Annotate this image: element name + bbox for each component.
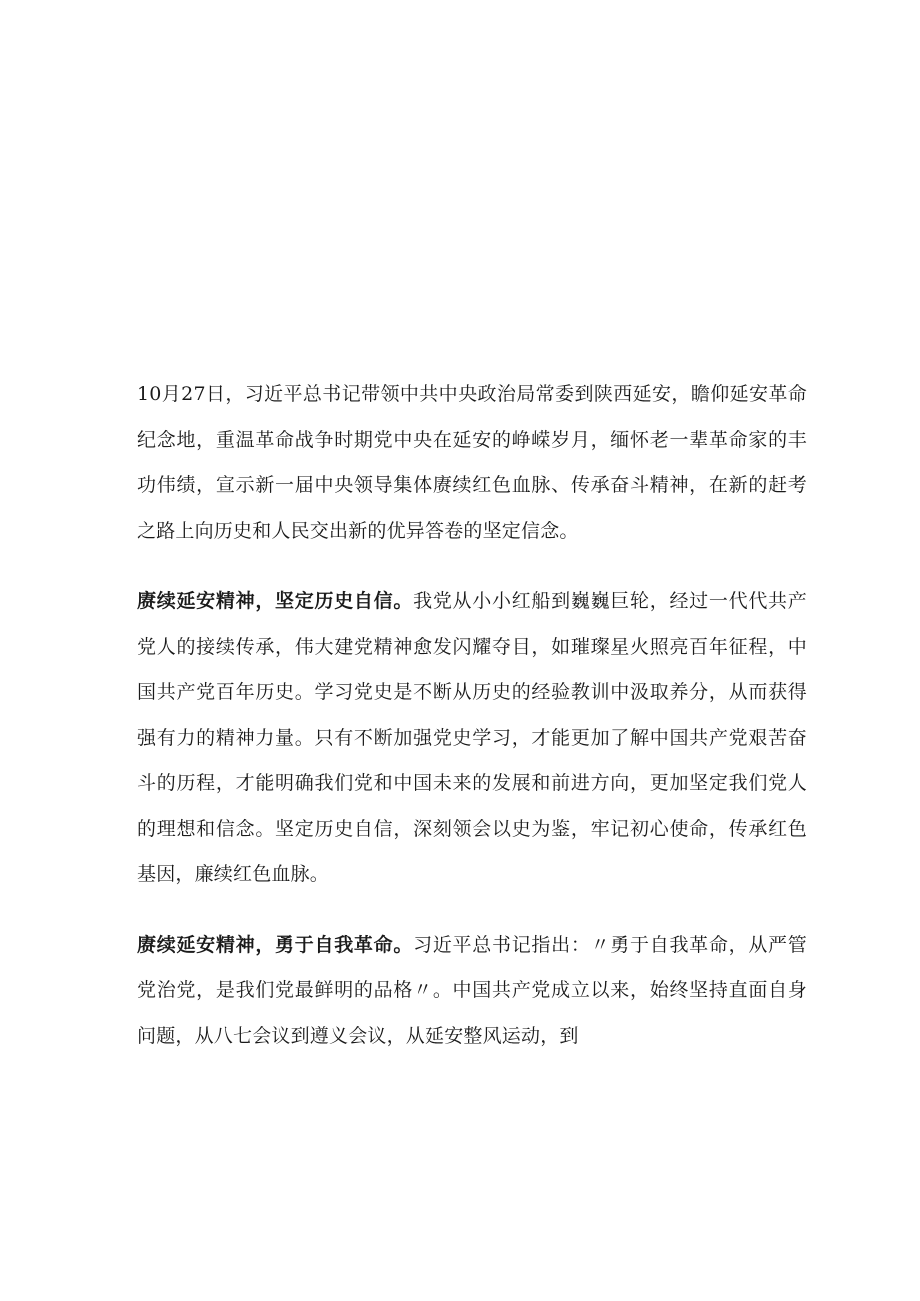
paragraph-lead: 赓续延安精神，坚定历史自信。 [137,590,414,612]
paragraph-intro [137,372,807,554]
paragraph-text: 10月27日，习近平总书记带领中共中央政治局常委到陕西延安，瞻仰延安革命纪念地，重温革命战争时期党中央在延安的峥嵘岁月，缅怀老一辈革命家的丰功伟绩，宣示新一届中央领导集体赓续红色血脉、传承奋斗精神，在新的赶考之路上向历史和人民交出新的优异答卷的坚定信念。 [137,383,807,542]
paragraph-self-revolution [137,923,807,1060]
paragraph-history-confidence [137,579,807,898]
paragraph-text: 习近平总书记指出：〃勇于自我革命，从严管党治党，是我们党最鲜明的品格〃。中国共产党成立以来，始终坚持直面自身问题，从八七会议到遵义会议，从延安整风运动，到 [137,933,807,1047]
paragraph-text: 我党从小小红船到巍巍巨轮，经过一代代共产党人的接续传承，伟大建党精神愈发闪耀夺目，如璀璨星火照亮百年征程，中国共产党百年历史。学习党史是不断从历史的经验教训中汲取养分，从而获得强有力的精神力量。只有不断加强党史学习，才能更加了解中国共产党艰苦奋斗的历程，才能明确我们党和中国未来的发展和前进方向，更加坚定我们党人的理想和信念。坚定历史自信，深刻领会以史为鉴，牢记初心使命，传承红色基因，廉续红色血脉。 [137,590,807,885]
document-body [137,372,807,1059]
paragraph-lead: 赓续延安精神，勇于自我革命。 [137,933,414,956]
